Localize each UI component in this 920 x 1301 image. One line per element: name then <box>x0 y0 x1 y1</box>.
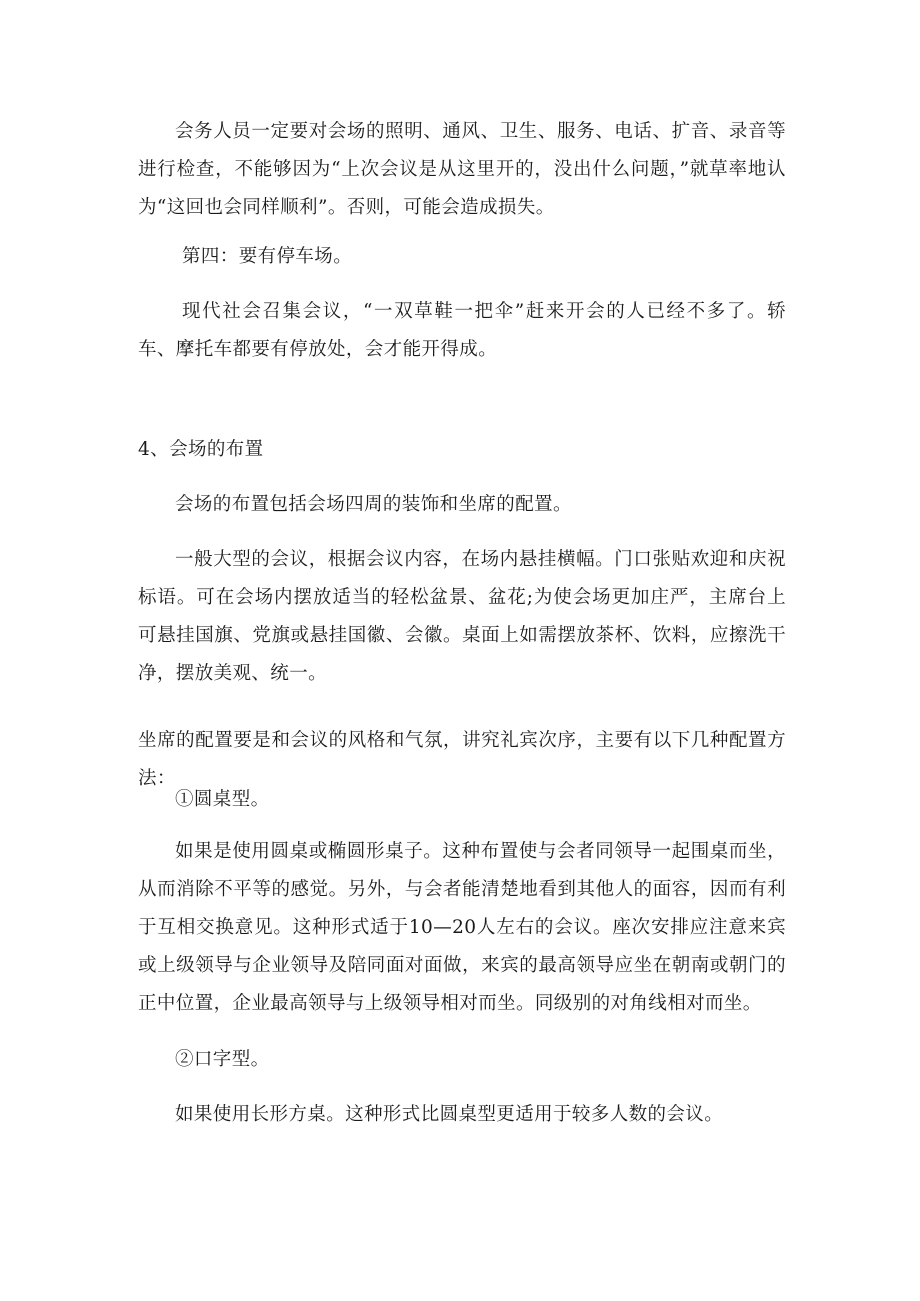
paragraph-square-table: 如果使用长形方桌。这种形式比圆桌型更适用于较多人数的会议。 <box>175 1104 724 1125</box>
section-heading-venue-layout: 4、会场的布置 <box>138 439 264 460</box>
paragraph-decoration: 一般大型的会议，根据会议内容，在场内悬挂横幅。门口张贴欢迎和庆祝标语。可在会场内摆放适当的轻松盆景、盆花;为使会场更加庄严，主席台上可悬挂国旗、党旗或悬挂国徽、会徽。桌面上如需摆放茶杯、饮料，应擦洗干净，摆放美观、统一。 <box>138 549 786 684</box>
paragraph-venue-inspection: 会务人员一定要对会场的照明、通风、卫生、服务、电话、扩音、录音等进行检查，不能够因为“上次会议是从这里开的，没出什么问题，”就草率地认为“这回也会同样顺利”。否则，可能会造成损失。 <box>138 121 786 218</box>
paragraph-layout-intro: 会场的布置包括会场四周的装饰和坐席的配置。 <box>175 494 572 515</box>
subheading-square-table: ②口字型。 <box>175 1049 270 1070</box>
subheading-round-table: ①圆桌型。 <box>175 789 270 810</box>
paragraph-seating-intro: 坐席的配置要是和会议的风格和气氛，讲究礼宾次序，主要有以下几种配置方法： <box>138 730 786 789</box>
paragraph-parking-heading: 第四：要有停车场。 <box>182 246 353 267</box>
paragraph-round-table: 如果是使用圆桌或椭圆形桌子。这种布置使与会者同领导一起围桌而坐，从而消除不平等的感觉。另外，与会者能清楚地看到其他人的面容，因而有利于互相交换意见。这种形式适于10—20人左右的会议。座次安排应注意来宾或上级领导与企业领导及陪同面对面做，来宾的最高领导应坐在朝南或朝门的正中位置，企业最高领导与上级领导相对而坐。同级别的对角线相对而坐。 <box>138 841 786 1014</box>
paragraph-parking-detail: 现代社会召集会议，“一双草鞋一把伞”赶来开会的人已经不多了。轿车、摩托车都要有停放处，会才能开得成。 <box>138 301 786 360</box>
